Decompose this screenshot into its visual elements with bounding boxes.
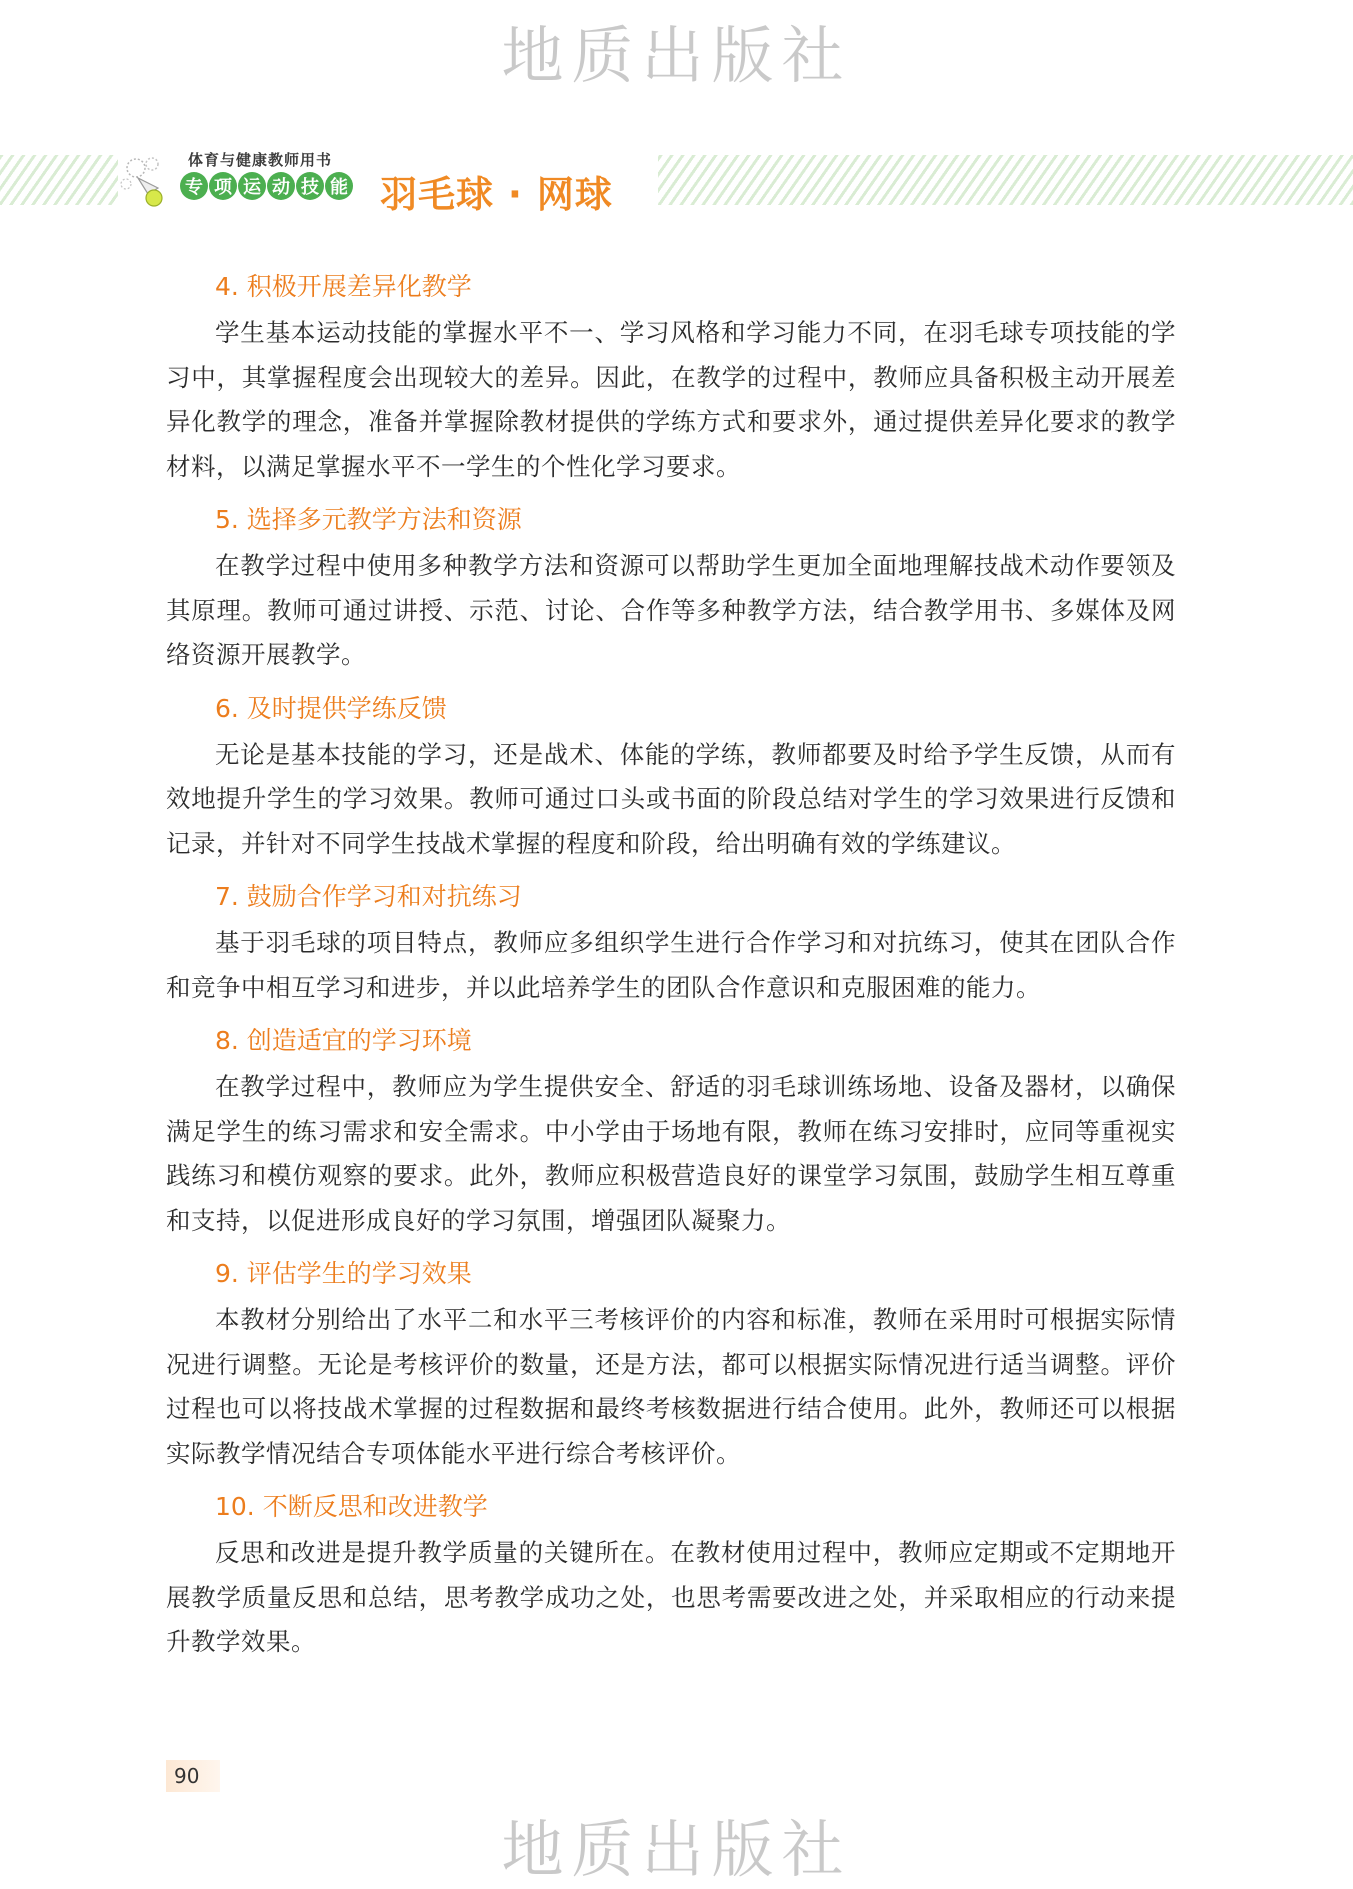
book-header <box>118 146 658 216</box>
section-paragraph: 基于羽毛球的项目特点，教师应多组织学生进行合作学习和对抗练习，使其在团队合作和竞争中相互学习和进步，并以此培养学生的团队合作意识和克服困难的能力。 <box>166 928 1176 1002</box>
watermark-bottom: 地质出版社 <box>501 1813 852 1886</box>
section-paragraph: 在教学过程中使用多种教学方法和资源可以帮助学生更加全面地理解技战术动作要领及其原理。教师可通过讲授、示范、讨论、合作等多种教学方法，结合教学用书、多媒体及网络资源开展教学。 <box>166 551 1176 669</box>
section-heading: 7. 鼓励合作学习和对抗练习 <box>215 882 522 911</box>
section-paragraph: 学生基本运动技能的掌握水平不一、学习风格和学习能力不同，在羽毛球专项技能的学习中，其掌握程度会出现较大的差异。因此，在教学的过程中，教师应具备积极主动开展差异化教学的理念，准备并掌握除教材提供的学练方式和要求外，通过提供差异化要求的教学材料，以满足掌握水平不一学生的个性化学习要求。 <box>166 318 1176 481</box>
pill-char: 运 <box>238 172 266 200</box>
section-heading: 6. 及时提供学练反馈 <box>215 693 447 723</box>
section-heading: 4. 积极开展差异化教学 <box>215 272 472 301</box>
pill-char: 项 <box>209 172 237 200</box>
book-title: 羽毛球 · 网球 <box>380 173 613 216</box>
page-content <box>166 260 1176 1665</box>
section-heading: 9. 评估学生的学习效果 <box>215 1259 472 1288</box>
section-paragraph: 在教学过程中，教师应为学生提供安全、舒适的羽毛球训练场地、设备及器材，以确保满足学生的练习需求和安全需求。中小学由于场地有限，教师在练习安排时，应同等重视实践练习和模仿观察的要求。此外，教师应积极营造良好的课堂学习氛围，鼓励学生相互尊重和支持，以促进形成良好的学习氛围，增强团队凝聚力。 <box>166 1072 1176 1235</box>
section-paragraph: 无论是基本技能的学习，还是战术、体能的学练，教师都要及时给予学生反馈，从而有效地提升学生的学习效果。教师可通过口头或书面的阶段总结对学生的学习效果进行反馈和记录，并针对不同学生技战术掌握的程度和阶段，给出明确有效的学练建议。 <box>166 739 1176 858</box>
watermark-top: 地质出版社 <box>501 19 852 92</box>
subject-pills <box>180 172 354 200</box>
section-heading: 8. 创造适宜的学习环境 <box>215 1026 472 1055</box>
pill-char: 技 <box>296 172 324 200</box>
shuttlecock-icon <box>118 154 180 210</box>
section-heading: 5. 选择多元教学方法和资源 <box>215 505 522 534</box>
section-paragraph: 本教材分别给出了水平二和水平三考核评价的内容和标准，教师在采用时可根据实际情况进行调整。无论是考核评价的数量，还是方法，都可以根据实际情况进行适当调整。评价过程也可以将技战术掌握的过程数据和最终考核数据进行结合使用。此外，教师还可以根据实际教学情况结合专项体能水平进行综合考核评价。 <box>166 1305 1176 1468</box>
section-heading: 10. 不断反思和改进教学 <box>215 1492 488 1521</box>
series-title: 体育与健康教师用书 <box>188 151 333 169</box>
page-number: 90 <box>166 1760 220 1792</box>
pill-char: 能 <box>325 172 353 200</box>
pill-char: 动 <box>267 172 295 200</box>
pill-char: 专 <box>180 172 208 200</box>
section-paragraph: 反思和改进是提升教学质量的关键所在。在教材使用过程中，教师应定期或不定期地开展教学质量反思和总结，思考教学成功之处，也思考需要改进之处，并采取相应的行动来提升教学效果。 <box>166 1538 1176 1656</box>
